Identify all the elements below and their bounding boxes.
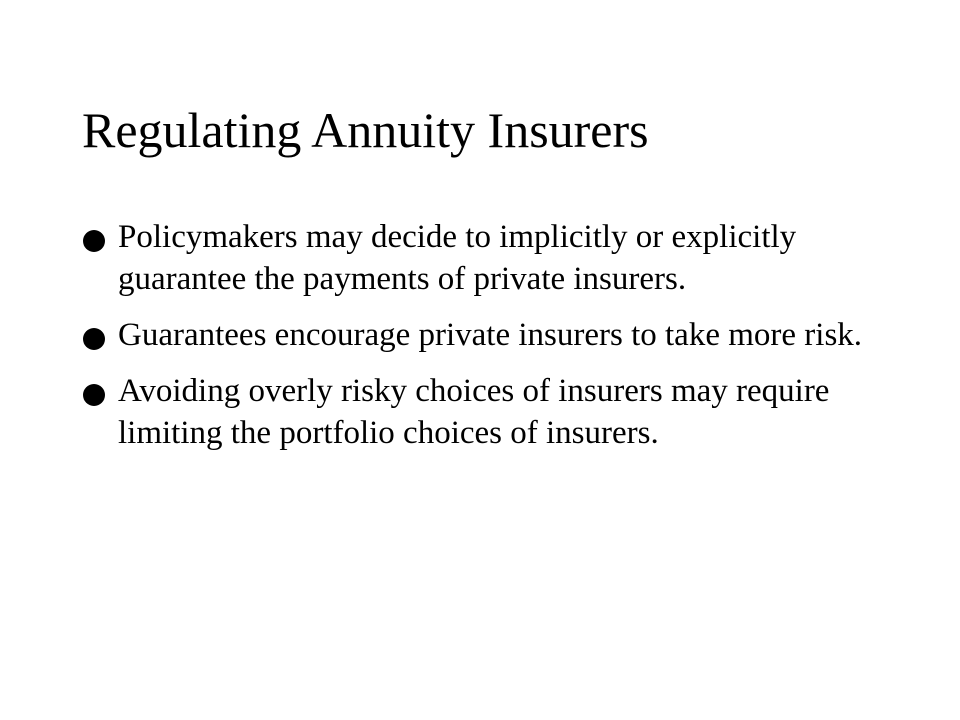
- bullet-dot-icon: [83, 328, 105, 350]
- bullet-list: [82, 216, 902, 468]
- bullet-dot-icon: [83, 230, 105, 252]
- bullet-text: Policymakers may decide to implicitly or explicitly guarantee the payments of private insurers.: [118, 219, 797, 297]
- bullet-text: Avoiding overly risky choices of insurers may require limiting the portfolio choices of insurers.: [118, 373, 830, 451]
- bullet-item: [82, 314, 902, 356]
- bullet-item: [82, 370, 902, 454]
- bullet-text: Guarantees encourage private insurers to take more risk.: [118, 317, 863, 353]
- slide-title: Regulating Annuity Insurers: [82, 102, 649, 158]
- bullet-item: [82, 216, 902, 300]
- bullet-dot-icon: [83, 384, 105, 406]
